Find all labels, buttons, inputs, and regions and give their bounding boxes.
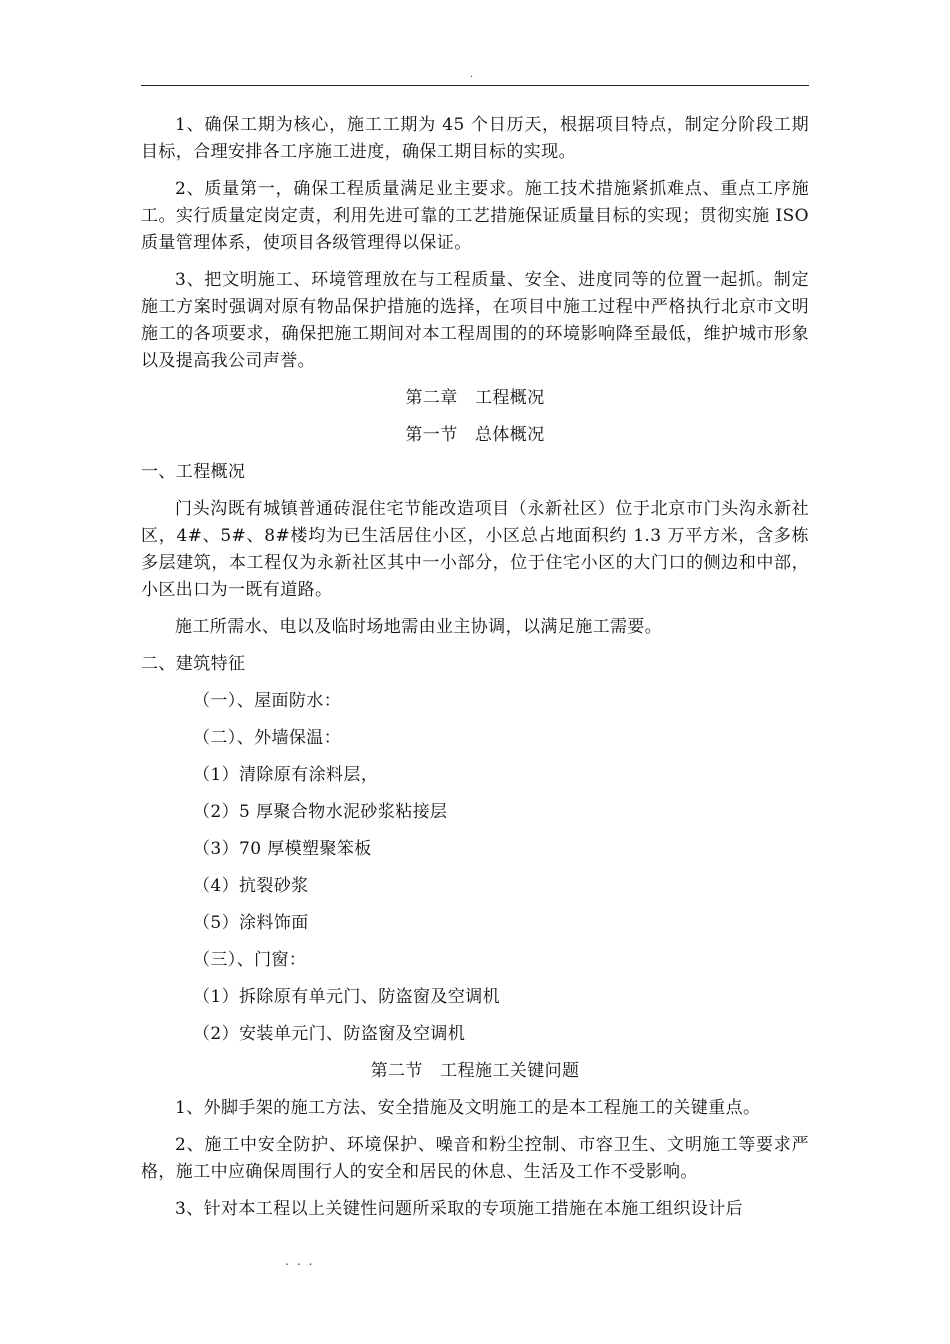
paragraph-utilities: 施工所需水、电以及临时场地需由业主协调，以满足施工需要。 <box>175 617 663 637</box>
paragraph-key-issue-1: 1、外脚手架的施工方法、安全措施及文明施工的是本工程施工的关键重点。 <box>175 1098 761 1118</box>
list-item: （2）安装单元门、防盗窗及空调机 <box>193 1024 466 1044</box>
list-item: （5）涂料饰面 <box>193 913 309 933</box>
list-item: （1）拆除原有单元门、防盗窗及空调机 <box>193 987 501 1007</box>
list-item: （三）、门窗： <box>193 950 307 970</box>
paragraph-key-issue-3: 3、针对本工程以上关键性问题所采取的专项施工措施在本施工组织设计后 <box>175 1199 744 1219</box>
section-heading-key-issues: 第二节 工程施工关键问题 <box>370 1061 580 1081</box>
header-mark: . <box>470 69 474 80</box>
paragraph-schedule: 1、确保工期为核心，施工工期为 45 个日历天，根据项目特点，制定分阶段工期目标，合理安排各工序施工进度，确保工期目标的实现。 <box>141 115 809 162</box>
list-item: （一）、屋面防水： <box>193 691 342 711</box>
paragraph-key-issue-2: 2、施工中安全防护、环境保护、噪音和粉尘控制、市容卫生、文明施工等要求严格，施工中应确保周围行人的安全和居民的休息、生活及工作不受影响。 <box>141 1135 809 1182</box>
document-body <box>141 112 809 1233</box>
list-item: （3）70 厚模塑聚笨板 <box>193 839 372 859</box>
header-rule <box>141 85 809 86</box>
paragraph-quality: 2、质量第一，确保工程质量满足业主要求。施工技术措施紧抓难点、重点工序施工。实行质量定岗定责，利用先进可靠的工艺措施保证质量目标的实现；贯彻实施 ISO 质量管理体系，使项目各级管理得以保证。 <box>141 179 809 253</box>
heading-project-overview: 一、工程概况 <box>141 462 246 482</box>
chapter-heading: 第二章 工程概况 <box>405 388 545 408</box>
footer-mark: ... <box>285 1254 321 1268</box>
paragraph-civilized-construction: 3、把文明施工、环境管理放在与工程质量、安全、进度同等的位置一起抓。制定施工方案时强调对原有物品保护措施的选择，在项目中施工过程中严格执行北京市文明施工的各项要求，确保把施工期间对本工程周围的的环境影响降至最低，维护城市形象以及提高我公司声誉。 <box>141 270 809 371</box>
list-item: （4）抗裂砂浆 <box>193 876 309 896</box>
list-item: （2）5 厚聚合物水泥砂浆粘接层 <box>193 802 448 822</box>
paragraph-project-overview: 门头沟既有城镇普通砖混住宅节能改造项目（永新社区）位于北京市门头沟永新社区，4#、5#、8#楼均为已生活居住小区，小区总占地面积约 1.3 万平方米，含多栋多层建筑，本工程仅为永新社区其中一小部分，位于住宅小区的大门口的侧边和中部，小区出口为一既有道路。 <box>141 499 809 600</box>
section-heading-overview: 第一节 总体概况 <box>405 425 545 445</box>
list-item: （二）、外墙保温： <box>193 728 342 748</box>
heading-building-features: 二、建筑特征 <box>141 654 246 674</box>
list-item: （1）清除原有涂料层， <box>193 765 379 785</box>
